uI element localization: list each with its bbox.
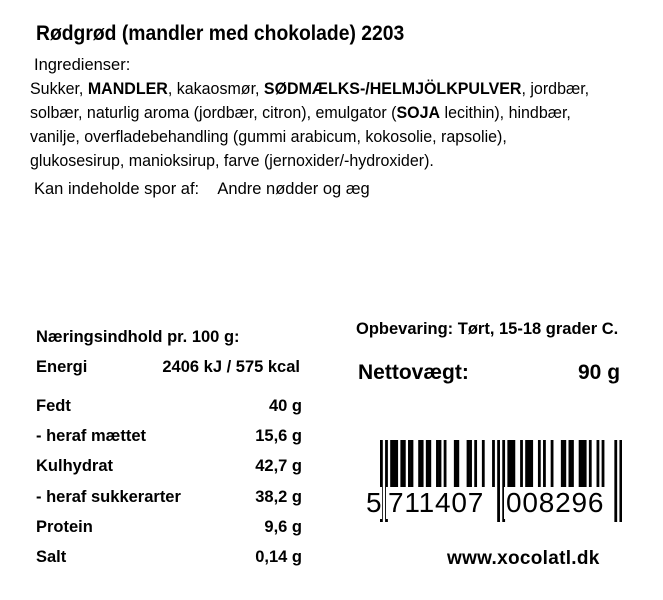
traces-value: Andre nødder og æg — [217, 180, 370, 198]
barcode-bar — [467, 440, 470, 487]
barcode-digits — [366, 487, 628, 523]
nutrition-value: 40 g — [268, 397, 302, 415]
barcode-bar — [390, 440, 393, 487]
barcode-bar — [510, 440, 513, 487]
net-weight-label: Nettovægt: — [358, 361, 469, 384]
barcode-bar — [530, 440, 533, 487]
ingredients-line — [30, 80, 589, 99]
ingredient-text: Sukker, — [30, 80, 88, 98]
website-url: www.xocolatl.dk — [447, 548, 600, 569]
allergen-text: SØDMÆLKS-/HELMJÖLKPULVER — [263, 80, 522, 98]
barcode-bar — [602, 440, 605, 487]
barcode-bar — [584, 440, 587, 487]
barcode-bar — [512, 440, 515, 487]
barcode-bar — [469, 440, 472, 487]
barcode-bar — [597, 440, 600, 487]
barcode-bar — [426, 440, 429, 487]
barcode-bar — [393, 440, 396, 487]
barcode-bar — [561, 440, 564, 487]
barcode-bar — [507, 440, 510, 487]
barcode-bar — [421, 440, 424, 487]
barcode-bar — [456, 440, 459, 487]
allergen-text: SOJA — [396, 104, 441, 122]
ingredient-text: lecithin), hindbær, — [440, 104, 571, 122]
ingredient-text: , kakaosmør, — [167, 80, 264, 98]
ingredient-text: solbær, naturlig aroma (jordbær, citron), emulgator ( — [30, 104, 397, 122]
barcode-bar — [411, 440, 414, 487]
barcode-bar — [395, 440, 398, 487]
nutrition-label: Fedt — [36, 397, 71, 415]
barcode-bar — [551, 440, 554, 487]
nutrition-label: - heraf mættet — [36, 427, 147, 445]
barcode-bar — [428, 440, 431, 487]
nutrition-value: 42,7 g — [255, 457, 302, 475]
barcode-bar — [403, 440, 406, 487]
nutrition-label: Protein — [36, 518, 93, 536]
nutrition-value: 0,14 g — [255, 548, 302, 566]
traces-line — [34, 180, 370, 199]
barcode-left-digits: 711407 — [388, 487, 485, 518]
barcode-bar — [482, 440, 485, 487]
nutrition-heading: Næringsindhold pr. 100 g: — [36, 328, 240, 346]
nutrition-label: Salt — [36, 548, 67, 566]
barcode-bar — [528, 440, 531, 487]
barcode-bar — [408, 440, 411, 487]
barcode-bar — [525, 440, 528, 487]
nutrition-label: Kulhydrat — [36, 457, 114, 475]
net-weight-value: 90 g — [578, 361, 621, 384]
nutrition-label: - heraf sukkerarter — [36, 488, 181, 506]
barcode-right-digits: 008296 — [506, 487, 605, 518]
storage-instructions: Opbevaring: Tørt, 15-18 grader C. — [356, 320, 619, 338]
barcode-bar — [563, 440, 566, 487]
barcode-bar — [400, 440, 403, 487]
barcode-bar — [439, 440, 442, 487]
product-title: Rødgrød (mandler med chokolade) 2203 — [36, 22, 405, 45]
nutrition-value: 2406 kJ / 575 kcal — [162, 358, 300, 376]
allergen-text: MANDLER — [87, 80, 168, 98]
ingredients-heading: Ingredienser: — [34, 56, 131, 74]
barcode-bar — [571, 440, 574, 487]
ingredients-line — [30, 152, 434, 171]
nutrition-value: 9,6 g — [264, 518, 302, 536]
ingredients-line — [30, 128, 507, 147]
barcode-bar — [492, 440, 495, 487]
nutrition-label: Energi — [36, 358, 88, 376]
barcode-bar — [520, 440, 523, 487]
barcode-bar — [436, 440, 439, 487]
ingredient-text: vanilje, overfladebehandling (gummi arabicum, kokosolie, rapsolie), — [30, 128, 507, 146]
barcode-bar — [579, 440, 582, 487]
ingredient-text: , jordbær, — [521, 80, 590, 98]
barcode-bar — [418, 440, 421, 487]
barcode-first-digit: 5 — [366, 487, 382, 518]
barcode-bar — [581, 440, 584, 487]
ingredients-line — [30, 104, 571, 123]
barcode-bar — [444, 440, 447, 487]
nutrition-value: 15,6 g — [255, 427, 302, 445]
barcode-bar — [589, 440, 592, 487]
barcode-bar — [543, 440, 546, 487]
ingredient-text: glukosesirup, manioksirup, farve (jernoxider/-hydroxider). — [30, 152, 434, 170]
barcode-bar — [474, 440, 477, 487]
nutrition-value: 38,2 g — [255, 488, 302, 506]
traces-label: Kan indeholde spor af: — [34, 180, 200, 198]
barcode-bar — [454, 440, 457, 487]
barcode-bar — [538, 440, 541, 487]
barcode-bar — [569, 440, 572, 487]
